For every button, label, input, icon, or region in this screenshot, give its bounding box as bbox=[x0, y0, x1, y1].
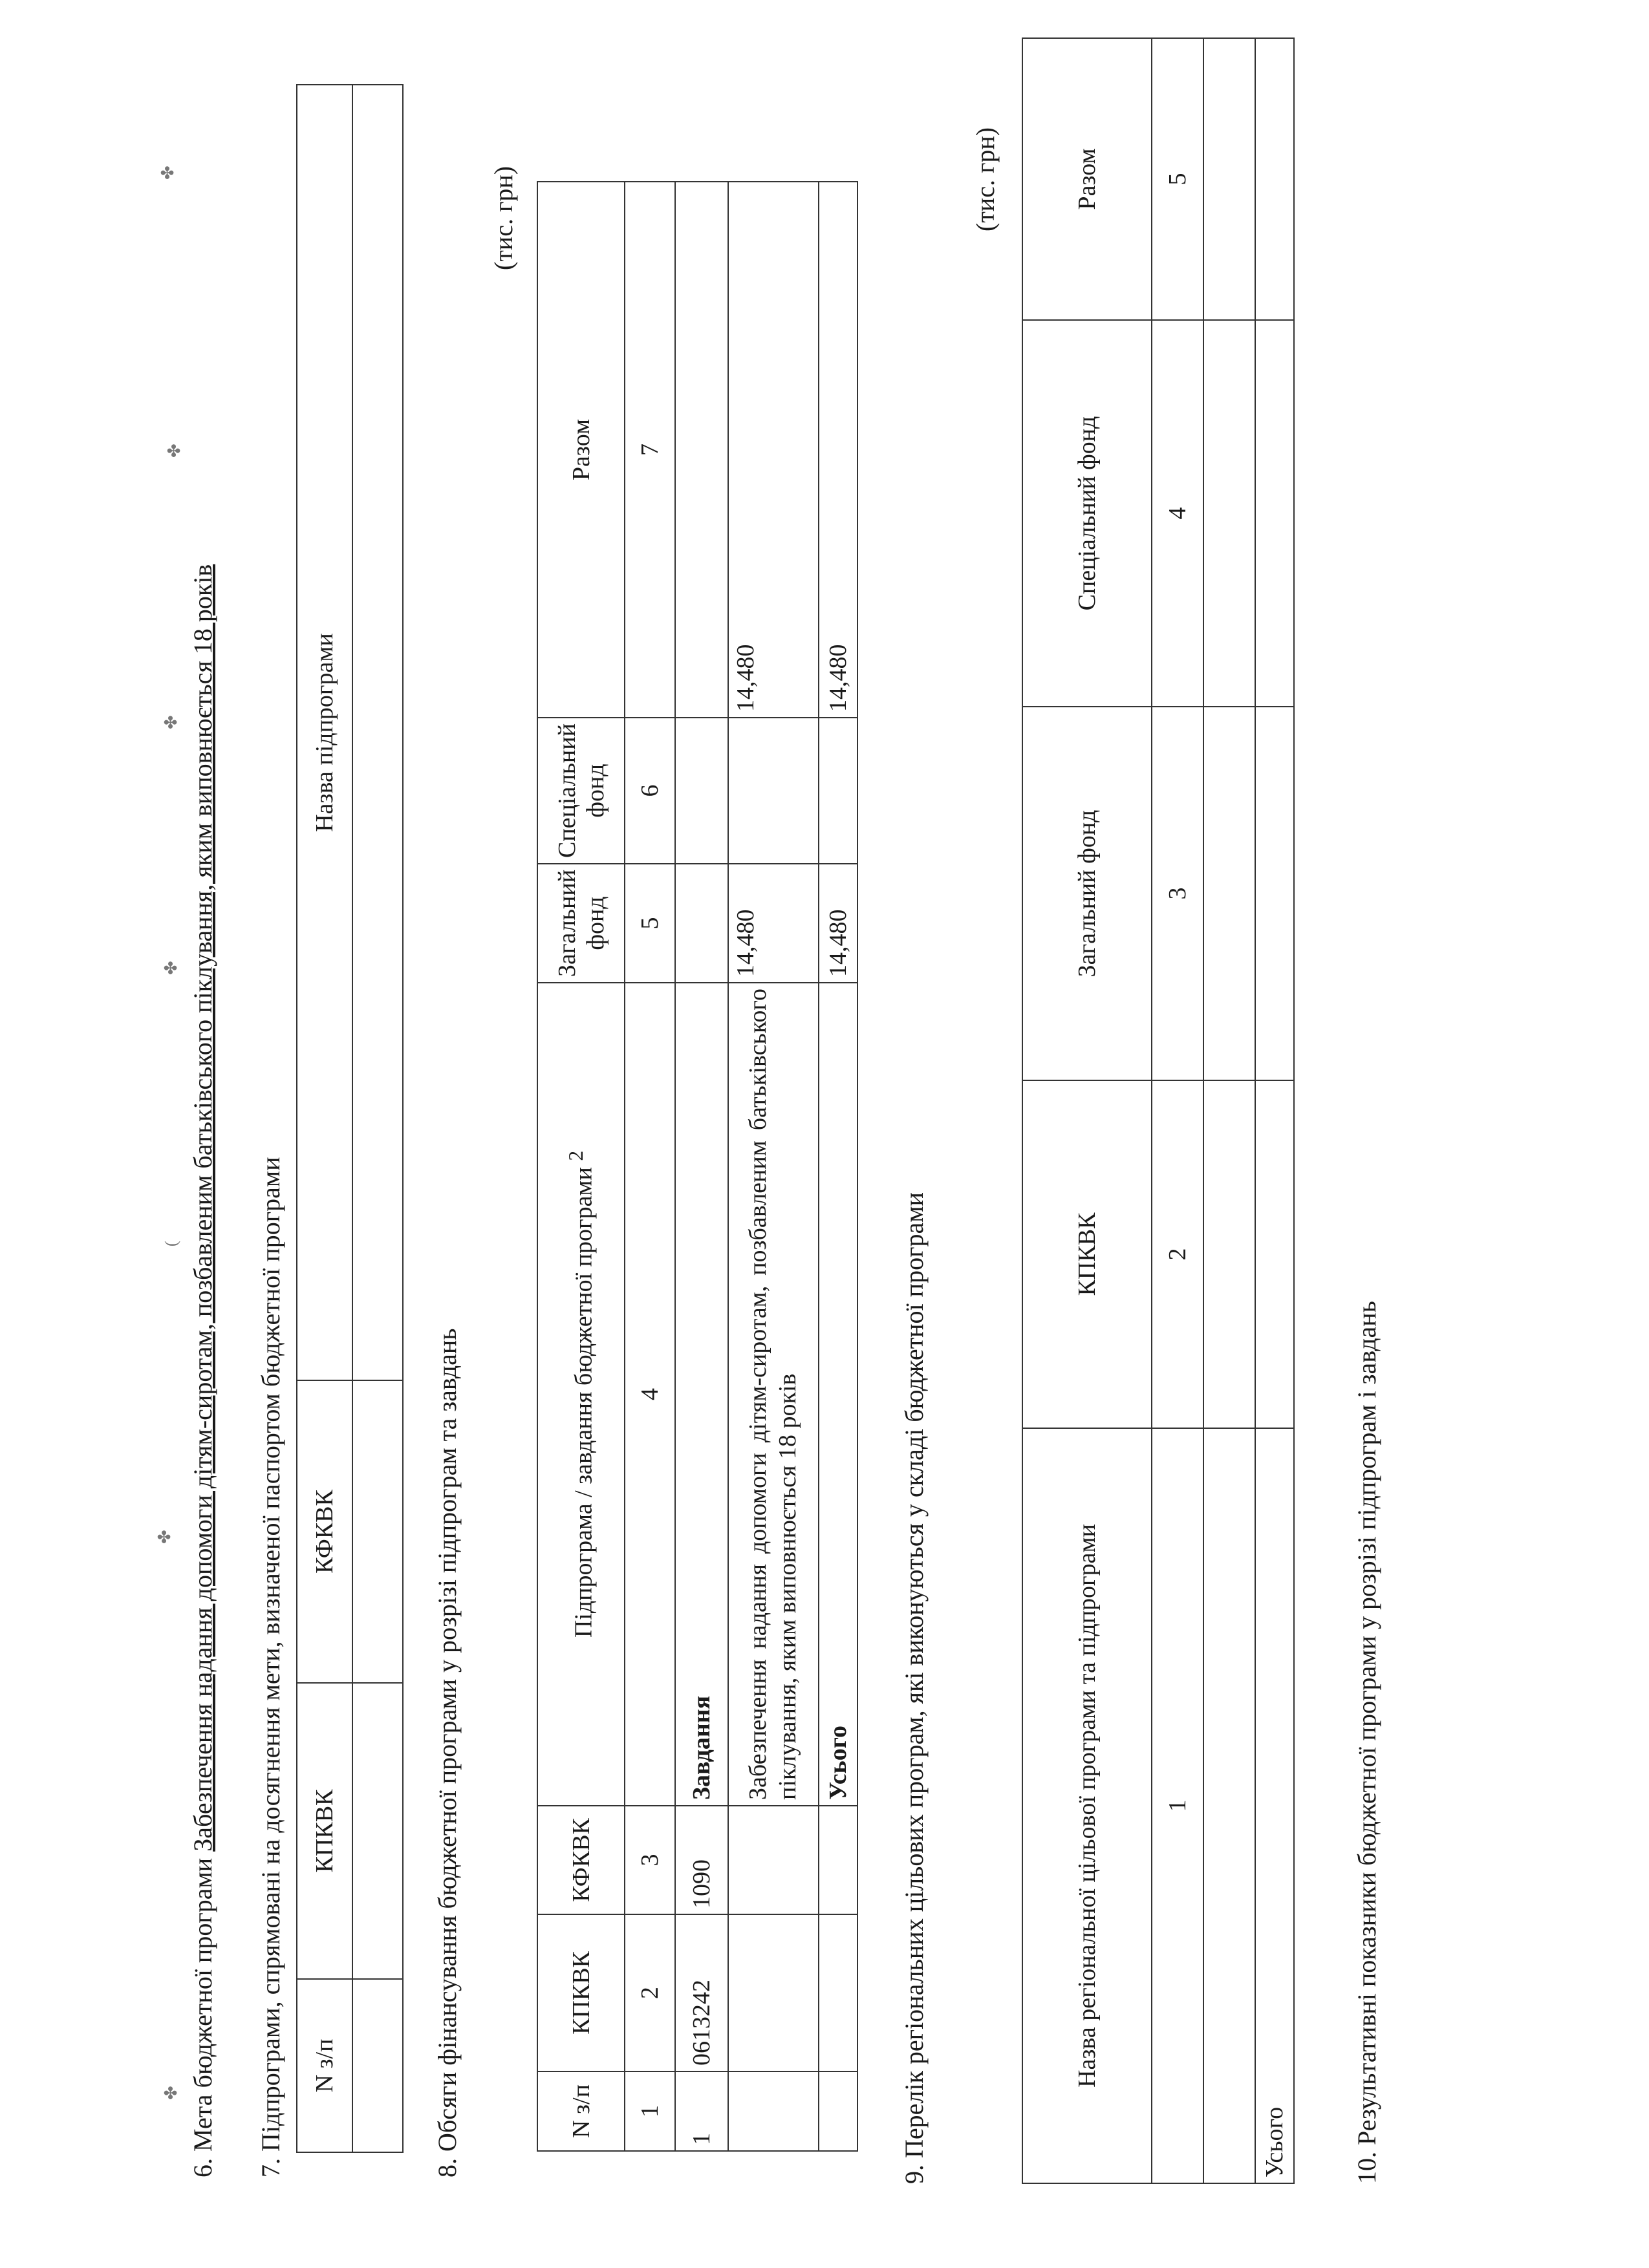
empty-cell bbox=[819, 718, 857, 864]
row-task-n: 1 bbox=[675, 2071, 728, 2151]
col-number: 7 bbox=[625, 182, 675, 718]
row-task-kpkvk: 0613242 bbox=[675, 1914, 728, 2071]
empty-cell bbox=[675, 864, 728, 983]
empty-cell bbox=[728, 1806, 819, 1914]
header-general-fund: Загальний фонд bbox=[1022, 707, 1152, 1080]
col-number: 5 bbox=[1152, 38, 1203, 320]
header-kfkvk: КФКВК bbox=[537, 1806, 625, 1914]
empty-cell bbox=[1203, 38, 1255, 320]
empty-cell bbox=[352, 85, 403, 1380]
header-special-fund: Спеціальний фонд bbox=[1022, 320, 1152, 707]
subprograms-table bbox=[296, 84, 404, 2153]
empty-cell bbox=[819, 2071, 857, 2151]
scan-speck: ( bbox=[162, 1241, 180, 1246]
header-n: N з/п bbox=[537, 2071, 625, 2151]
scan-speck: ✤ bbox=[162, 715, 180, 729]
section9-unit: (тис. грн) bbox=[971, 127, 1000, 231]
empty-cell bbox=[1203, 707, 1255, 1080]
row-detail-total: 14,480 bbox=[728, 182, 819, 718]
total-label: Усього bbox=[1255, 1428, 1294, 2183]
header-total: Разом bbox=[1022, 38, 1152, 320]
section6-prefix: 6. Мета бюджетної програми bbox=[188, 1851, 217, 2177]
col-number: 3 bbox=[1152, 707, 1203, 1080]
section6-goal-text: Забезпечення надання допомоги дітям-сиротам, позбавленим батьківського піклування, яким виповнюється 18 років bbox=[188, 564, 217, 1852]
empty-cell bbox=[352, 1380, 403, 1683]
header-task-name: Підпрограма / завдання бюджетної програми $^2$ bbox=[537, 983, 625, 1806]
col-number: 2 bbox=[625, 1914, 675, 2071]
empty-cell bbox=[1255, 320, 1294, 707]
empty-cell bbox=[1203, 1080, 1255, 1428]
header-special-fund: Спеціальний фонд bbox=[537, 718, 625, 864]
empty-cell bbox=[728, 718, 819, 864]
empty-cell bbox=[1255, 707, 1294, 1080]
row-detail-general: 14,480 bbox=[728, 864, 819, 983]
empty-cell bbox=[675, 182, 728, 718]
scan-speck: ✤ bbox=[162, 2086, 180, 2100]
scan-speck: ✤ bbox=[162, 961, 180, 975]
header-general-fund: Загальний фонд bbox=[537, 864, 625, 983]
empty-cell bbox=[819, 1914, 857, 2071]
header-kpkvk: КПКВК bbox=[1022, 1080, 1152, 1428]
row-detail-name: Забезпечення надання допомоги дітям-сиротам, позбавленим батьківського піклування, яким виповнюється 18 років bbox=[728, 983, 819, 1806]
col-number: 1 bbox=[625, 2071, 675, 2151]
empty-cell bbox=[728, 1914, 819, 2071]
regional-programs-table bbox=[1022, 37, 1295, 2184]
empty-cell bbox=[1255, 1080, 1294, 1428]
financing-table bbox=[537, 181, 858, 2152]
section8-unit: (тис. грн) bbox=[489, 166, 518, 270]
empty-cell bbox=[728, 2071, 819, 2151]
header-n: N з/п bbox=[297, 1979, 352, 2152]
section9-title: 9. Перелік регіональних цільових програм, які виконуються у складі бюджетної програми bbox=[900, 1192, 929, 2184]
header-program-name: Назва регіональної цільової програми та підпрограми bbox=[1022, 1428, 1152, 2183]
section8-title: 8. Обсяги фінансування бюджетної програми у розрізі підпрограм та завдань bbox=[433, 1328, 462, 2177]
col-number: 4 bbox=[625, 983, 675, 1806]
row-task-label: Завдання bbox=[675, 983, 728, 1806]
col-number: 5 bbox=[625, 864, 675, 983]
col-number: 2 bbox=[1152, 1080, 1203, 1428]
row-total-total: 14,480 bbox=[819, 182, 857, 718]
col-number: 4 bbox=[1152, 320, 1203, 707]
empty-cell bbox=[819, 1806, 857, 1914]
empty-cell bbox=[352, 1683, 403, 1979]
col-number: 6 bbox=[625, 718, 675, 864]
scan-speck: ✤ bbox=[158, 166, 177, 180]
row-total-label: Усього bbox=[819, 983, 857, 1806]
row-total-general: 14,480 bbox=[819, 864, 857, 983]
row-task-kfkvk: 1090 bbox=[675, 1806, 728, 1914]
header-kpkvk: КПКВК bbox=[537, 1914, 625, 2071]
empty-cell bbox=[675, 718, 728, 864]
col-number: 3 bbox=[625, 1806, 675, 1914]
empty-cell bbox=[1255, 38, 1294, 320]
empty-cell bbox=[1203, 1428, 1255, 2183]
col-number: 1 bbox=[1152, 1428, 1203, 2183]
section6-line bbox=[188, 564, 218, 2177]
empty-cell bbox=[1203, 320, 1255, 707]
section7-title: 7. Підпрограми, спрямовані на досягнення мети, визначеної паспортом бюджетної програми bbox=[256, 1157, 285, 2177]
header-subprogram-name: Назва підпрограми bbox=[297, 85, 352, 1380]
scan-speck: ✤ bbox=[155, 1530, 174, 1544]
empty-cell bbox=[352, 1979, 403, 2152]
scan-speck: ✤ bbox=[165, 444, 184, 458]
header-kfkvk: КФКВК bbox=[297, 1380, 352, 1683]
header-kpkvk: КПКВК bbox=[297, 1683, 352, 1979]
footnote-marker: 2 bbox=[564, 1150, 587, 1161]
header-total: Разом bbox=[537, 182, 625, 718]
section10-title: 10. Результативні показники бюджетної програми у розрізі підпрограм і завдань bbox=[1352, 1301, 1381, 2184]
